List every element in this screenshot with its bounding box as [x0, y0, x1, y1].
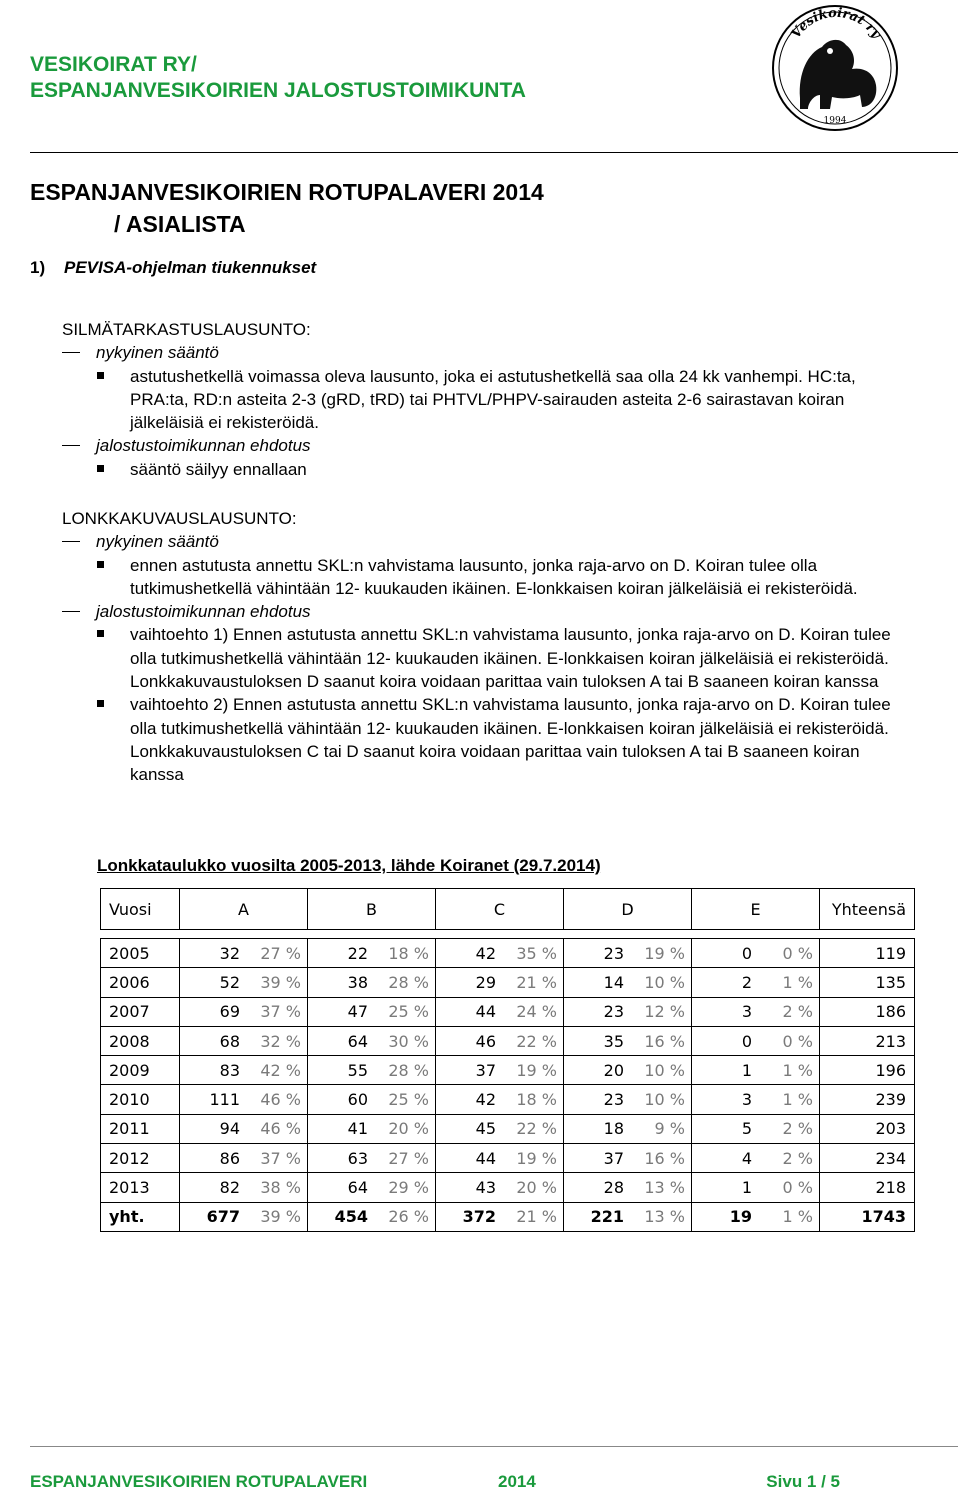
count-cell: 83	[180, 1056, 247, 1085]
title-line1: ESPANJANVESIKOIRIEN ROTUPALAVERI 2014	[30, 179, 544, 205]
count-cell: 23	[564, 997, 631, 1026]
total-cell: 239	[820, 1085, 915, 1114]
count-cell: 454	[308, 1202, 375, 1231]
silma-current-rule: astutushetkellä voimassa oleva lausunto, joka ei astutushetkellä saa olla 24 kk vanhempi. HC:ta, PRA:ta, RD:n asteita 2-3 (gRD, tRD) tai PHTVL/PHPV-sairauden asteita 2-6 sairastavan koiran jälkeläisiä ei rekisteröidä.	[62, 365, 892, 435]
year-cell: 2008	[101, 1026, 180, 1055]
svg-text:Vesikoirat ry	[789, 6, 885, 43]
table-row	[101, 1085, 915, 1114]
section-number: 1)	[30, 258, 46, 277]
count-cell: 19	[692, 1202, 759, 1231]
count-cell: 32	[180, 939, 247, 968]
percent-cell: 0 %	[758, 1026, 820, 1055]
total-cell: 1743	[820, 1202, 915, 1231]
percent-cell: 28 %	[374, 968, 436, 997]
footer-year: 2014	[498, 1472, 536, 1491]
count-cell: 44	[436, 997, 503, 1026]
percent-cell: 28 %	[374, 1056, 436, 1085]
count-cell: 64	[308, 1026, 375, 1055]
section-title: PEVISA-ohjelman tiukennukset	[64, 258, 317, 277]
table-row	[101, 1114, 915, 1143]
percent-cell: 2 %	[758, 1114, 820, 1143]
percent-cell: 10 %	[630, 1056, 692, 1085]
column-header: Yhteensä	[820, 889, 915, 930]
lonkka-current-rule: ennen astutusta annettu SKL:n vahvistama lausunto, jonka raja-arvo on D. Koiran tulee olla tutkimushetkellä vähintään 12- kuukauden ikäinen. E-lonkkaisen koiran jälkeläisiä ei rekisteröidä.	[62, 554, 892, 601]
title-line2: / ASIALISTA	[114, 211, 246, 237]
footer-title: ESPANJANVESIKOIRIEN ROTUPALAVERI	[30, 1472, 368, 1491]
percent-cell: 9 %	[630, 1114, 692, 1143]
percent-cell: 1 %	[758, 1202, 820, 1231]
percent-cell: 32 %	[246, 1026, 308, 1055]
table-total-row	[101, 1202, 915, 1231]
percent-cell: 46 %	[246, 1085, 308, 1114]
header-divider	[30, 152, 958, 153]
percent-cell: 27 %	[246, 939, 308, 968]
count-cell: 677	[180, 1202, 247, 1231]
lonkka-label: LONKKAKUVAUSLAUSUNTO:	[62, 509, 297, 528]
count-cell: 55	[308, 1056, 375, 1085]
percent-cell: 37 %	[246, 997, 308, 1026]
column-header: Vuosi	[101, 889, 180, 930]
percent-cell: 13 %	[630, 1202, 692, 1231]
count-cell: 46	[436, 1026, 503, 1055]
percent-cell: 1 %	[758, 1085, 820, 1114]
percent-cell: 30 %	[374, 1026, 436, 1055]
count-cell: 63	[308, 1144, 375, 1173]
hip-results-table	[100, 888, 915, 1232]
percent-cell: 37 %	[246, 1144, 308, 1173]
percent-cell: 21 %	[502, 1202, 564, 1231]
count-cell: 42	[436, 939, 503, 968]
count-cell: 14	[564, 968, 631, 997]
count-cell: 2	[692, 968, 759, 997]
count-cell: 0	[692, 939, 759, 968]
percent-cell: 19 %	[502, 1144, 564, 1173]
percent-cell: 38 %	[246, 1173, 308, 1202]
count-cell: 68	[180, 1026, 247, 1055]
count-cell: 44	[436, 1144, 503, 1173]
percent-cell: 46 %	[246, 1114, 308, 1143]
total-cell: 203	[820, 1114, 915, 1143]
count-cell: 5	[692, 1114, 759, 1143]
count-cell: 1	[692, 1173, 759, 1202]
percent-cell: 18 %	[374, 939, 436, 968]
count-cell: 22	[308, 939, 375, 968]
count-cell: 47	[308, 997, 375, 1026]
percent-cell: 2 %	[758, 997, 820, 1026]
silma-section	[62, 318, 892, 481]
silma-label: SILMÄTARKASTUSLAUSUNTO:	[62, 320, 311, 339]
silma-proposal-label: jalostustoimikunnan ehdotus	[62, 434, 892, 457]
percent-cell: 10 %	[630, 968, 692, 997]
table-spacer	[101, 930, 915, 939]
table-spacer-cell	[101, 930, 915, 939]
year-cell: 2005	[101, 939, 180, 968]
count-cell: 38	[308, 968, 375, 997]
percent-cell: 12 %	[630, 997, 692, 1026]
count-cell: 37	[436, 1056, 503, 1085]
org-name-line1: VESIKOIRAT RY/	[30, 53, 197, 76]
total-cell: 213	[820, 1026, 915, 1055]
year-cell: 2010	[101, 1085, 180, 1114]
column-header: D	[564, 889, 692, 930]
count-cell: 60	[308, 1085, 375, 1114]
lonkka-option-1: vaihtoehto 1) Ennen astutusta annettu SKL:n vahvistama lausunto, jonka raja-arvo on D. Koiran tulee olla tutkimushetkellä vähintään 12- kuukauden ikäinen. E-lonkkaisen koiran jälkeläisiä ei rekisteröidä. Lonkkakuvaustuloksen D saanut koira voidaan parittaa vain tuloksen A tai B saaneen koiran kanssa	[62, 623, 892, 693]
table-row	[101, 1056, 915, 1085]
count-cell: 111	[180, 1085, 247, 1114]
percent-cell: 16 %	[630, 1144, 692, 1173]
count-cell: 52	[180, 968, 247, 997]
percent-cell: 16 %	[630, 1026, 692, 1055]
count-cell: 64	[308, 1173, 375, 1202]
percent-cell: 20 %	[374, 1114, 436, 1143]
percent-cell: 29 %	[374, 1173, 436, 1202]
count-cell: 3	[692, 1085, 759, 1114]
total-cell: 196	[820, 1056, 915, 1085]
percent-cell: 13 %	[630, 1173, 692, 1202]
count-cell: 23	[564, 939, 631, 968]
year-cell: 2007	[101, 997, 180, 1026]
count-cell: 4	[692, 1144, 759, 1173]
percent-cell: 2 %	[758, 1144, 820, 1173]
year-cell: 2006	[101, 968, 180, 997]
count-cell: 43	[436, 1173, 503, 1202]
table-row	[101, 1144, 915, 1173]
count-cell: 45	[436, 1114, 503, 1143]
total-cell: 234	[820, 1144, 915, 1173]
table-row	[101, 997, 915, 1026]
percent-cell: 25 %	[374, 1085, 436, 1114]
percent-cell: 27 %	[374, 1144, 436, 1173]
table-row	[101, 1173, 915, 1202]
percent-cell: 24 %	[502, 997, 564, 1026]
count-cell: 86	[180, 1144, 247, 1173]
year-cell: 2011	[101, 1114, 180, 1143]
column-header: C	[436, 889, 564, 930]
percent-cell: 39 %	[246, 968, 308, 997]
year-cell: 2012	[101, 1144, 180, 1173]
count-cell: 82	[180, 1173, 247, 1202]
table-row	[101, 1026, 915, 1055]
count-cell: 372	[436, 1202, 503, 1231]
percent-cell: 39 %	[246, 1202, 308, 1231]
column-header: B	[308, 889, 436, 930]
percent-cell: 1 %	[758, 968, 820, 997]
page-title	[30, 176, 544, 240]
logo-year: 1994	[823, 116, 847, 126]
organization-header	[30, 52, 526, 104]
percent-cell: 10 %	[630, 1085, 692, 1114]
count-cell: 20	[564, 1056, 631, 1085]
table-header-row	[101, 889, 915, 930]
percent-cell: 25 %	[374, 997, 436, 1026]
org-name-line2: ESPANJANVESIKOIRIEN JALOSTUSTOIMIKUNTA	[30, 79, 526, 102]
count-cell: 35	[564, 1026, 631, 1055]
year-cell: yht.	[101, 1202, 180, 1231]
column-header: E	[692, 889, 820, 930]
percent-cell: 26 %	[374, 1202, 436, 1231]
column-header: A	[180, 889, 308, 930]
percent-cell: 19 %	[502, 1056, 564, 1085]
percent-cell: 20 %	[502, 1173, 564, 1202]
lonkka-option-2: vaihtoehto 2) Ennen astutusta annettu SKL:n vahvistama lausunto, jonka raja-arvo on D. Koiran tulee olla tutkimushetkellä vähintään 12- kuukauden ikäinen. E-lonkkaisen koiran jälkeläisiä ei rekisteröidä. Lonkkakuvaustuloksen C tai D saanut koira voidaan parittaa vain tuloksen A tai B saaneen koiran kanssa	[62, 693, 892, 786]
percent-cell: 1 %	[758, 1056, 820, 1085]
total-cell: 119	[820, 939, 915, 968]
percent-cell: 19 %	[630, 939, 692, 968]
count-cell: 69	[180, 997, 247, 1026]
table-row	[101, 939, 915, 968]
footer-divider	[30, 1446, 958, 1447]
lonkka-proposal-label: jalostustoimikunnan ehdotus	[62, 600, 892, 623]
silma-current-label: nykyinen sääntö	[62, 341, 892, 364]
logo-text: Vesikoirat ry	[788, 5, 884, 42]
lonkka-section	[62, 507, 892, 787]
count-cell: 221	[564, 1202, 631, 1231]
total-cell: 186	[820, 997, 915, 1026]
year-cell: 2013	[101, 1173, 180, 1202]
count-cell: 18	[564, 1114, 631, 1143]
count-cell: 0	[692, 1026, 759, 1055]
count-cell: 23	[564, 1085, 631, 1114]
table-title: Lonkkataulukko vuosilta 2005-2013, lähde Koiranet (29.7.2014)	[97, 856, 601, 875]
lonkka-current-label: nykyinen sääntö	[62, 530, 892, 553]
total-cell: 135	[820, 968, 915, 997]
percent-cell: 22 %	[502, 1026, 564, 1055]
footer-page-number: Sivu 1 / 5	[766, 1472, 840, 1491]
table-row	[101, 968, 915, 997]
percent-cell: 0 %	[758, 1173, 820, 1202]
year-cell: 2009	[101, 1056, 180, 1085]
percent-cell: 22 %	[502, 1114, 564, 1143]
percent-cell: 0 %	[758, 939, 820, 968]
count-cell: 29	[436, 968, 503, 997]
count-cell: 37	[564, 1144, 631, 1173]
silma-proposal-rule: sääntö säilyy ennallaan	[62, 458, 892, 481]
percent-cell: 35 %	[502, 939, 564, 968]
section-heading	[30, 258, 316, 278]
count-cell: 41	[308, 1114, 375, 1143]
count-cell: 42	[436, 1085, 503, 1114]
percent-cell: 42 %	[246, 1056, 308, 1085]
vesikoirat-logo	[770, 3, 900, 133]
count-cell: 1	[692, 1056, 759, 1085]
count-cell: 3	[692, 997, 759, 1026]
percent-cell: 18 %	[502, 1085, 564, 1114]
count-cell: 28	[564, 1173, 631, 1202]
total-cell: 218	[820, 1173, 915, 1202]
percent-cell: 21 %	[502, 968, 564, 997]
count-cell: 94	[180, 1114, 247, 1143]
